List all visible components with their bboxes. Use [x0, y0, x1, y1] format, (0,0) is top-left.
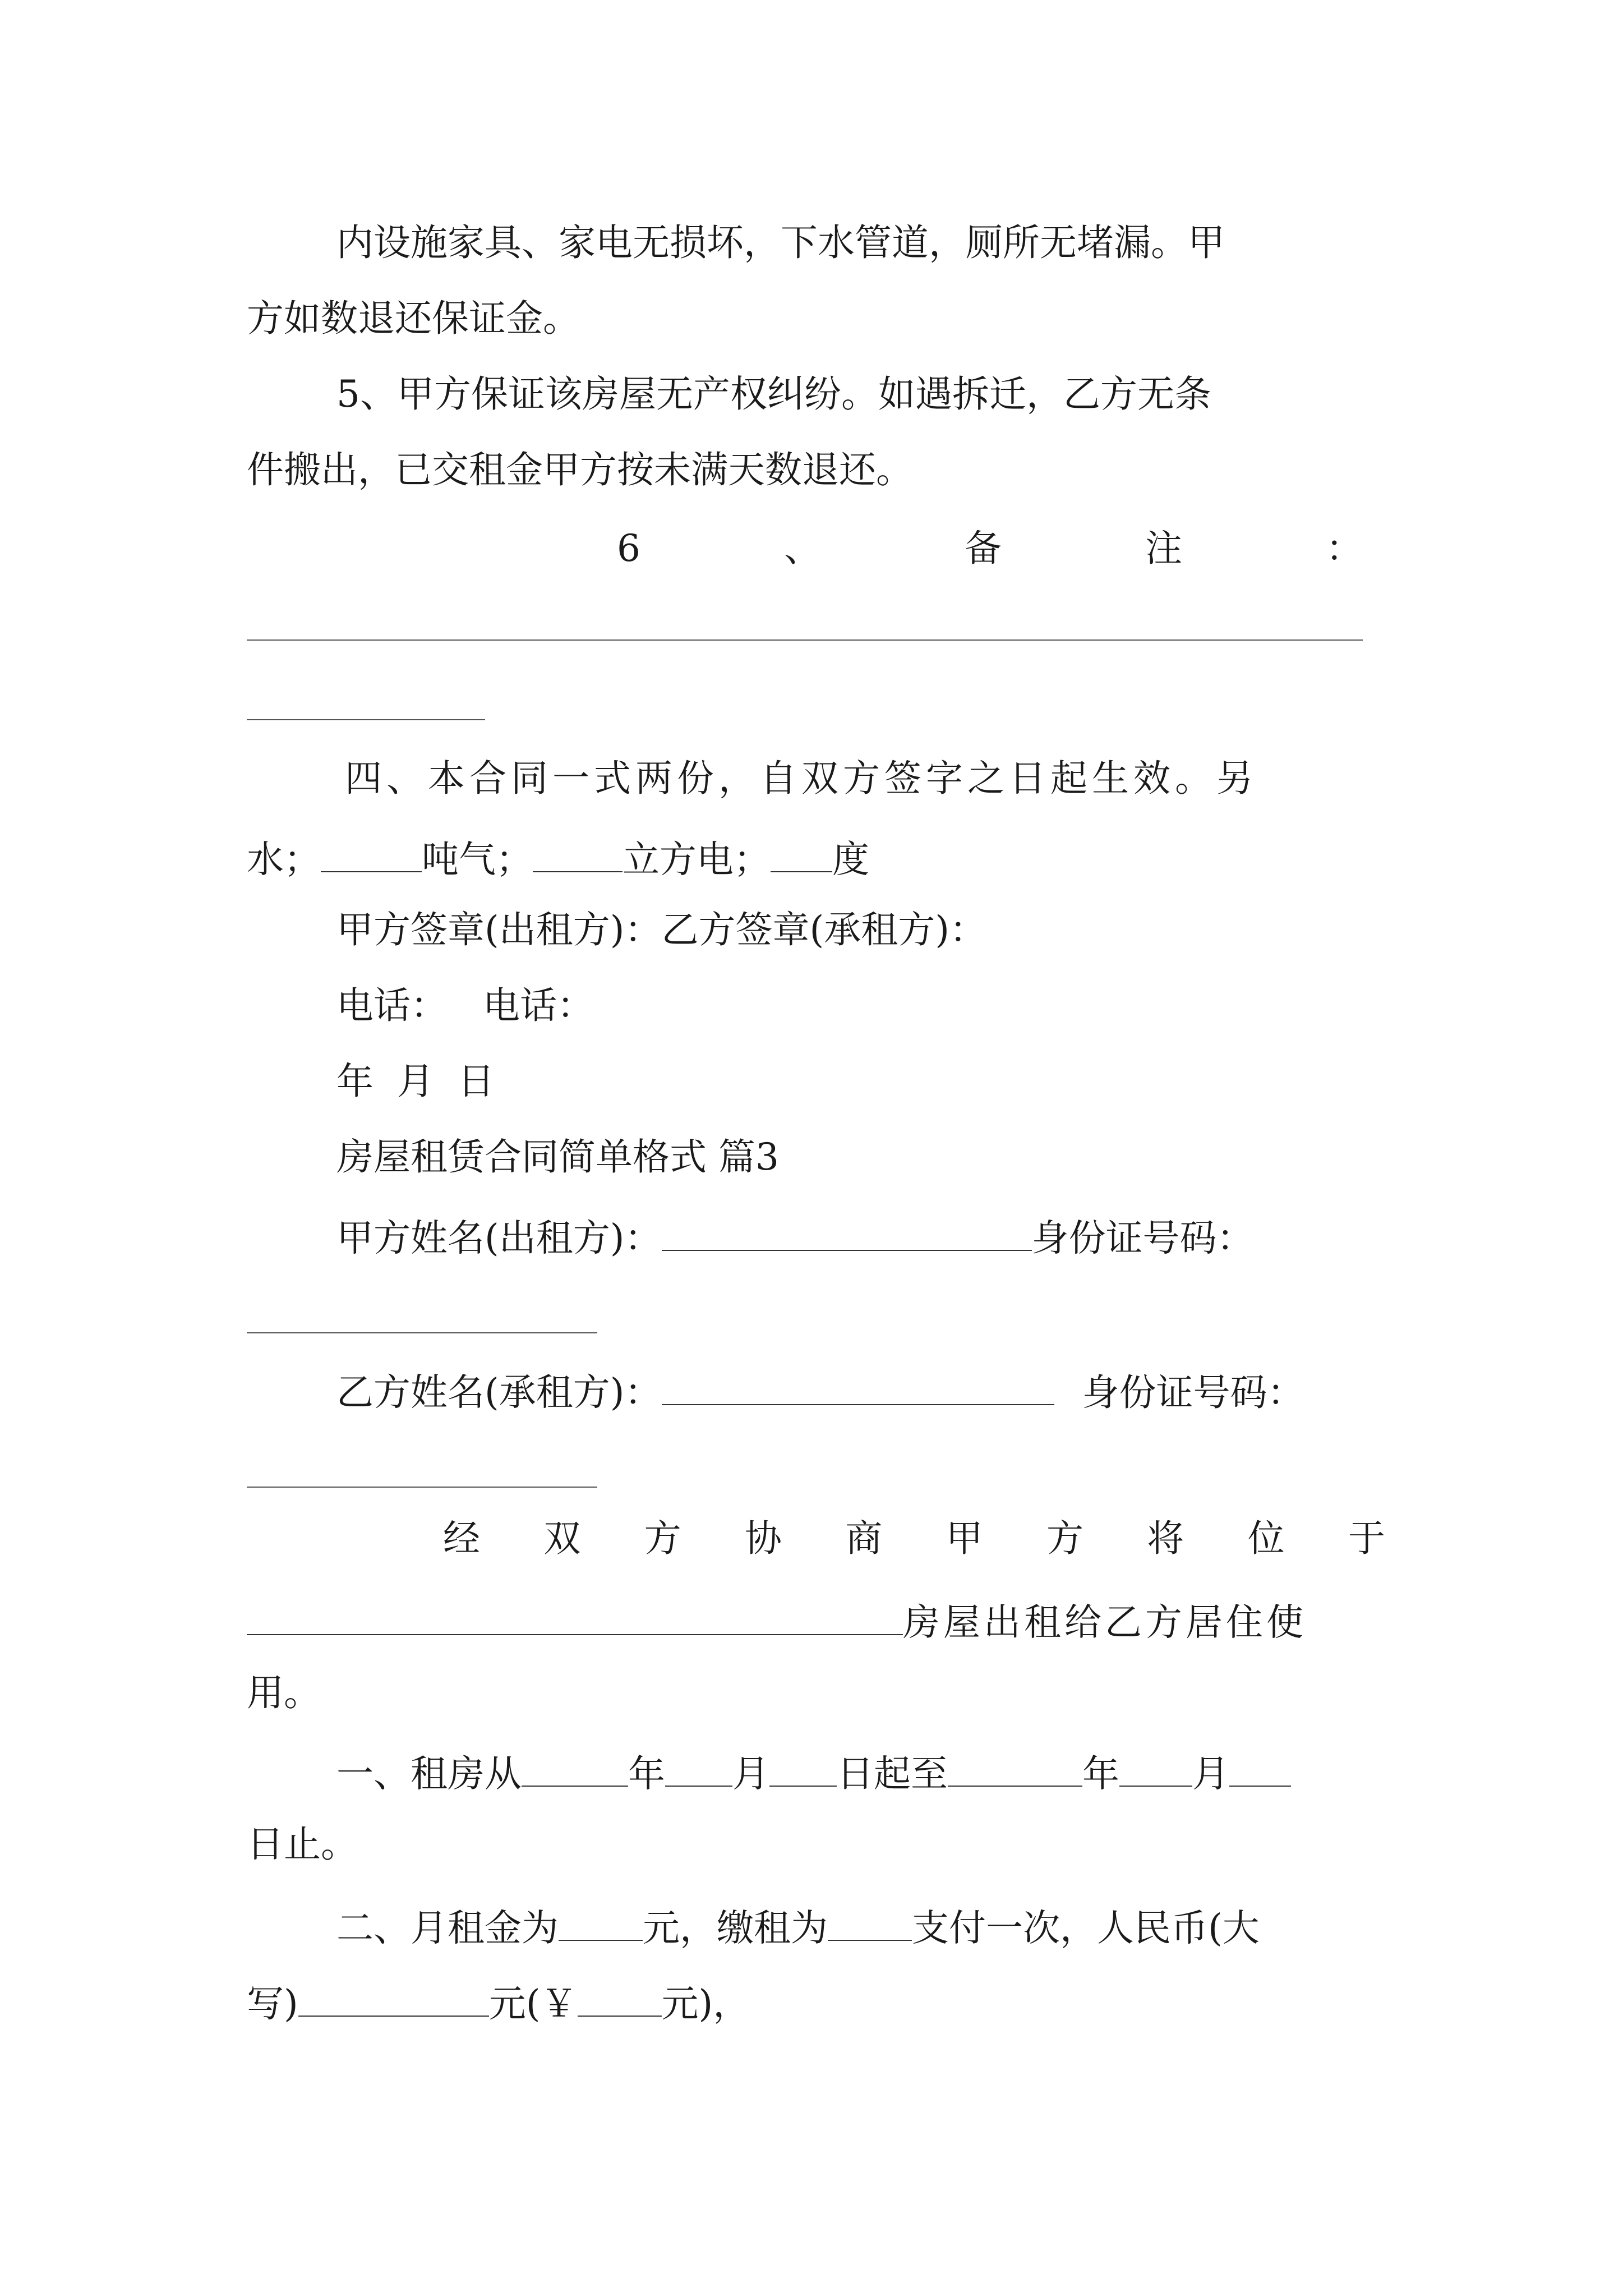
agreement-char: 协 [744, 1517, 782, 1560]
fill-blank [662, 1369, 1054, 1405]
paragraph-line: 四、本合同一式两份，自双方签字之日起生效。另 [345, 757, 1258, 800]
utilities-line: 水； 吨气； 立方电； 度 [247, 836, 869, 878]
paragraph-line: 日止。 [247, 1823, 358, 1866]
remark-char: 注 [1145, 527, 1182, 570]
paragraph-line: 方如数退还保证金。 [247, 297, 580, 340]
remark-blank-line [247, 639, 1363, 641]
fill-blank [1119, 1750, 1192, 1787]
fill-blank [948, 1750, 1082, 1787]
date-line: 年 月 日 [336, 1060, 495, 1103]
party-a-line: 甲方姓名(出租方)： 身份证号码： [336, 1214, 1254, 1257]
paragraph-line: 5、甲方保证该房屋无产权纠纷。如遇拆迁，乙方无条 [336, 372, 1211, 416]
fill-blank [522, 1750, 628, 1787]
agreement-char: 于 [1348, 1517, 1385, 1560]
agreement-char: 商 [845, 1517, 883, 1560]
paragraph-line: 用。 [247, 1671, 321, 1714]
agreement-char: 方 [1046, 1517, 1083, 1560]
fill-blank [1229, 1750, 1291, 1787]
agreement-line [443, 1517, 1385, 1560]
fill-blank [662, 1214, 1032, 1251]
party-b-line: 乙方姓名(承租方)： 身份证号码： [336, 1369, 1304, 1411]
agreement-char: 经 [443, 1517, 480, 1560]
agreement-char: 将 [1147, 1517, 1184, 1560]
fill-blank [321, 836, 422, 872]
fill-blank [771, 836, 832, 872]
signature-line: 甲方签章(出租方)：乙方签章(承租方)： [336, 908, 986, 951]
agreement-line-2: 房屋出租给乙方居住使 [247, 1599, 1307, 1641]
agreement-char: 双 [543, 1517, 581, 1560]
fill-blank [828, 1904, 912, 1941]
id-blank-line [247, 1487, 597, 1488]
remark-line [617, 527, 1363, 570]
fill-blank [578, 1980, 662, 2017]
id-blank-line [247, 1332, 597, 1333]
fill-blank [298, 1980, 489, 2017]
remark-char: 、 [784, 527, 821, 570]
fill-blank [533, 836, 623, 872]
remark-char: 6 [617, 527, 640, 570]
remark-char: ： [1326, 527, 1363, 570]
agreement-char: 方 [644, 1517, 681, 1560]
term-line: 一、租房从 年 月 日起至 年 月 [336, 1750, 1291, 1793]
paragraph-line: 件搬出，已交租金甲方按未满天数退还。 [247, 448, 913, 491]
phone-line: 电话： 电话： [336, 984, 594, 1027]
rent-line-2: 写) 元(￥ 元)， [247, 1980, 750, 2023]
agreement-char: 甲 [946, 1517, 983, 1560]
fill-blank [247, 1599, 903, 1635]
rent-line: 二、月租金为 元，缴租为 支付一次，人民币(大 [336, 1904, 1260, 1947]
remark-blank-line [247, 719, 485, 720]
agreement-char: 位 [1247, 1517, 1285, 1560]
section-heading: 房屋租赁合同简单格式 篇3 [336, 1135, 779, 1179]
fill-blank [769, 1750, 837, 1787]
fill-blank [559, 1904, 643, 1941]
remark-char: 备 [965, 527, 1002, 570]
fill-blank [665, 1750, 732, 1787]
paragraph-line: 内设施家具、家电无损坏，下水管道，厕所无堵漏。甲 [336, 221, 1225, 264]
